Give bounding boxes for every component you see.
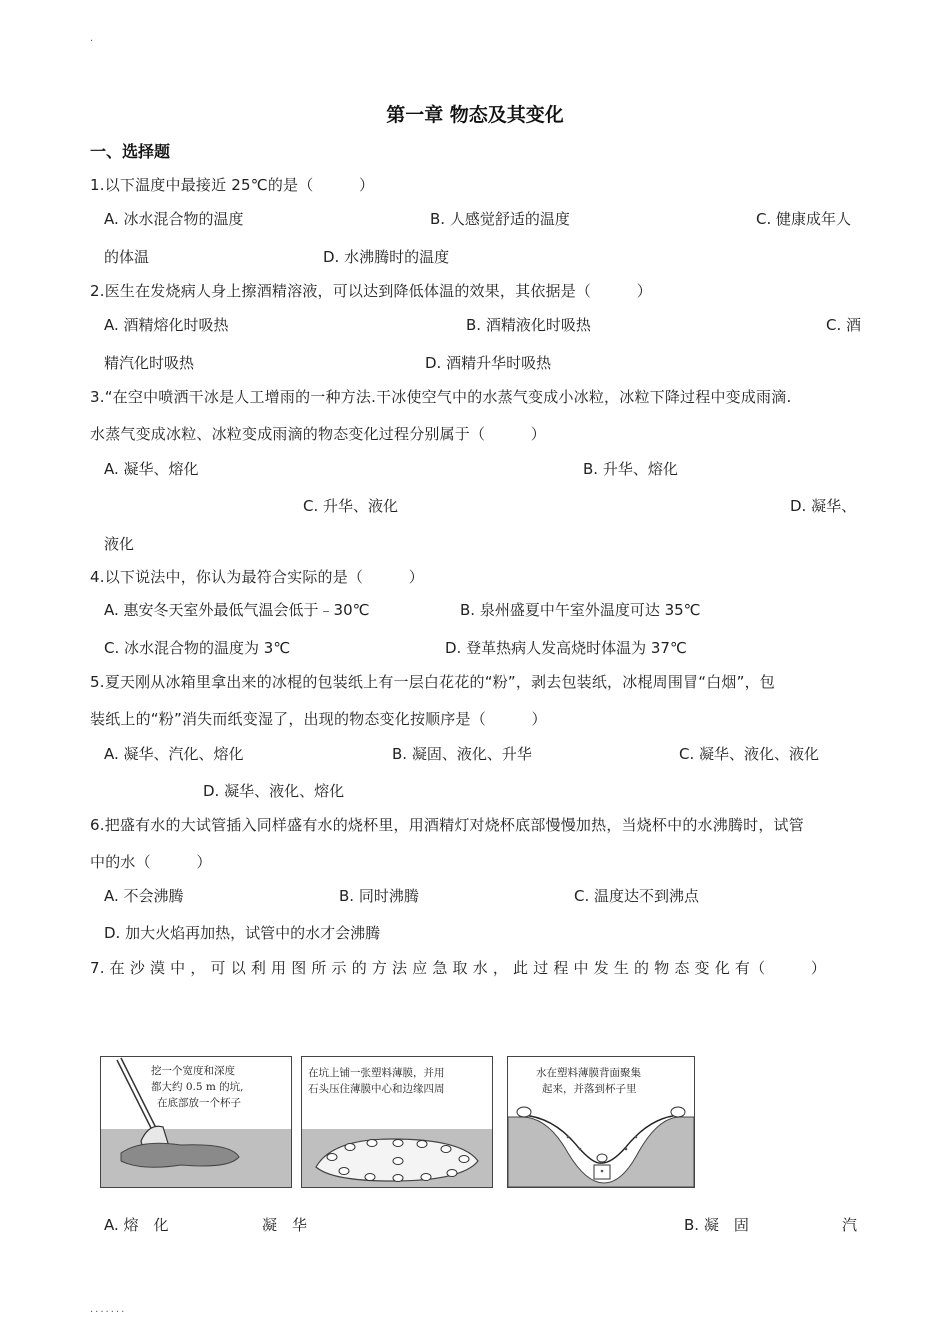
- question-3-option-b[interactable]: B. 升华、熔化: [583, 460, 678, 478]
- question-1-option-c[interactable]: C. 健康成年人: [756, 210, 852, 228]
- panel-2-line-1: 在坑上铺一张塑料薄膜，并用: [308, 1067, 445, 1079]
- question-6-option-a[interactable]: A. 不会沸腾: [104, 887, 184, 905]
- question-5-option-d[interactable]: D. 凝华、液化、熔化: [203, 782, 345, 800]
- question-3-option-c[interactable]: C. 升华、液化: [303, 497, 399, 515]
- question-4-option-c[interactable]: C. 冰水混合物的温度为 3℃: [104, 639, 291, 657]
- question-5-option-b[interactable]: B. 凝固、液化、升华: [392, 745, 532, 763]
- question-2-option-b[interactable]: B. 酒精液化时吸热: [466, 316, 591, 334]
- question-3-option-d[interactable]: D. 凝华、: [790, 497, 857, 515]
- question-1-stem: 1.以下温度中最接近 25℃的是（ ）: [90, 176, 375, 194]
- figure-panel-film: [301, 1056, 493, 1188]
- question-1-option-c-cont: 的体温: [104, 248, 150, 266]
- question-5-stem-line2: 装纸上的“粉”消失而纸变湿了，出现的物态变化按顺序是（ ）: [90, 710, 547, 728]
- question-7-option-a-cont: 凝 华: [262, 1216, 308, 1234]
- question-6-option-b[interactable]: B. 同时沸腾: [339, 887, 419, 905]
- question-3-option-d-cont: 液化: [104, 535, 135, 553]
- section-heading: 一、选择题: [90, 142, 171, 161]
- panel-3-line-1: 水在塑料薄膜背面聚集: [536, 1067, 641, 1079]
- question-2-stem: 2.医生在发烧病人身上擦酒精溶液，可以达到降低体温的效果，其依据是（ ）: [90, 282, 652, 300]
- figure-panel-condense: [507, 1056, 695, 1188]
- question-5-option-c[interactable]: C. 凝华、液化、液化: [679, 745, 820, 763]
- question-5-stem-line1: 5.夏天刚从冰箱里拿出来的冰棍的包装纸上有一层白花花的“粉”，剥去包装纸，冰棍周围冒“白烟”，包: [90, 673, 775, 691]
- question-2-option-c-cont: 精汽化时吸热: [104, 354, 195, 372]
- question-3-option-a[interactable]: A. 凝华、熔化: [104, 460, 199, 478]
- question-3-stem-line1: 3.“在空中喷洒干冰是人工增雨的一种方法.干冰使空气中的水蒸气变成小冰粒，冰粒下降过程中变成雨滴.: [90, 388, 792, 406]
- bottom-mark: .......: [90, 1304, 127, 1315]
- question-4-option-d[interactable]: D. 登革热病人发高烧时体温为 37℃: [445, 639, 687, 657]
- question-6-stem-line2: 中的水（ ）: [90, 853, 212, 871]
- question-4-stem: 4.以下说法中，你认为最符合实际的是（ ）: [90, 568, 424, 586]
- question-5-option-a[interactable]: A. 凝华、汽化、熔化: [104, 745, 244, 763]
- panel-3-line-2: 起来，并落到杯子里: [542, 1083, 637, 1095]
- question-4-option-a[interactable]: A. 惠安冬天室外最低气温会低于﹣30℃: [104, 601, 370, 619]
- question-6-option-d[interactable]: D. 加大火焰再加热，试管中的水才会沸腾: [104, 924, 381, 942]
- question-7-stem: 7. 在 沙 漠 中 ， 可 以 利 用 图 所 示 的 方 法 应 急 取 水 ， 此 过 程 中 发 生 的 物 态 变 化 有（ ）: [90, 959, 827, 977]
- question-4-option-b[interactable]: B. 泉州盛夏中午室外温度可达 35℃: [460, 601, 701, 619]
- question-6-stem-line1: 6.把盛有水的大试管插入同样盛有水的烧杯里，用酒精灯对烧杯底部慢慢加热，当烧杯中的水沸腾时，试管: [90, 816, 804, 834]
- question-6-option-c[interactable]: C. 温度达不到沸点: [574, 887, 700, 905]
- question-1-option-b[interactable]: B. 人感觉舒适的温度: [430, 210, 570, 228]
- panel-2-line-2: 石头压住薄膜中心和边缘四周: [308, 1083, 445, 1095]
- question-2-option-c[interactable]: C. 酒: [826, 316, 862, 334]
- page-title: 第一章 物态及其变化: [386, 104, 564, 126]
- question-7-option-a[interactable]: A. 熔 化: [104, 1216, 169, 1234]
- panel-1-line-3: 在底部放一个杯子: [157, 1097, 241, 1109]
- panel-1-line-1: 挖一个宽度和深度: [151, 1065, 235, 1077]
- question-3-stem-line2: 水蒸气变成冰粒、冰粒变成雨滴的物态变化过程分别属于（ ）: [90, 425, 547, 443]
- question-2-option-a[interactable]: A. 酒精熔化时吸热: [104, 316, 229, 334]
- panel-1-line-2: 都大约 0.5 m 的坑,: [151, 1081, 244, 1093]
- figure-panel-dig: [100, 1056, 292, 1188]
- question-1-option-a[interactable]: A. 冰水混合物的温度: [104, 210, 244, 228]
- question-7-option-b[interactable]: B. 凝 固: [684, 1216, 749, 1234]
- question-2-option-d[interactable]: D. 酒精升华时吸热: [425, 354, 552, 372]
- question-1-option-d[interactable]: D. 水沸腾时的温度: [323, 248, 450, 266]
- question-7-option-b-cont: 汽: [842, 1216, 858, 1234]
- top-mark: ·: [90, 36, 96, 47]
